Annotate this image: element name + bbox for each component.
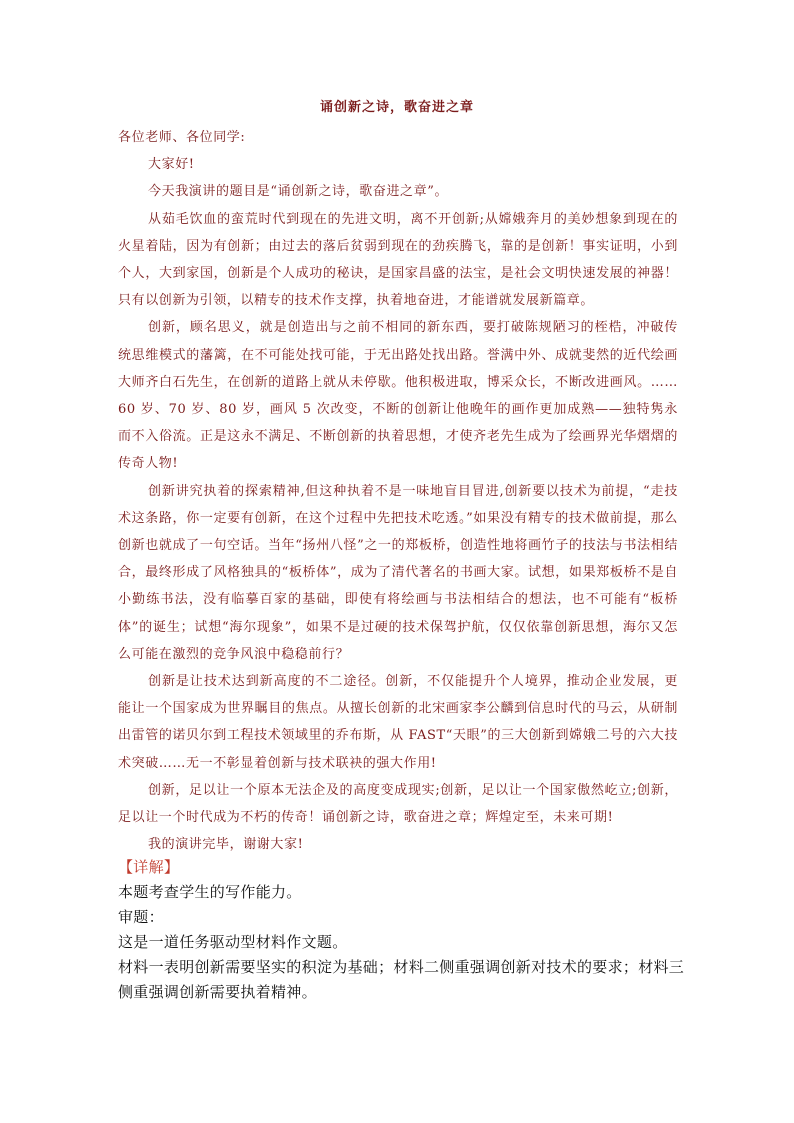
- analysis-line: 材料一表明创新需要坚实的积淀为基础；材料二侧重强调创新对技术的要求；材料三侧重强调创新需要执着精神。: [118, 958, 685, 1001]
- essay-paragraph: 创新是让技术达到新高度的不二途径。创新，不仅能提升个人境界，推动企业发展，更能让一个国家成为世界瞩目的焦点。从擅长创新的北宋画家李公麟到信息时代的马云，从研制出雷管的诺贝尔到工程技术领域里的乔布斯，从 FAST“天眼”的三大创新到嫦娥二号的六大技术突破……无一不彰显着创新与技术联袂的强大作用!: [118, 674, 678, 771]
- essay-paragraph: 创新，足以让一个原本无法企及的高度变成现实;创新，足以让一个国家傲然屹立;创新，足以让一个时代成为不朽的传奇！诵创新之诗，歌奋进之章；辉煌定至，未来可期!: [118, 782, 678, 826]
- essay-paragraph: 大家好!: [148, 157, 195, 173]
- analysis-line: 本题考查学生的写作能力。: [118, 883, 302, 901]
- essay-paragraph: 创新，顾名思义，就是创造出与之前不相同的新东西，要打破陈规陋习的桎梏，冲破传统思维模式的藩篱，在不可能处找可能，于无出路处找出路。誉满中外、成就斐然的近代绘画大师齐白石先生，在创新的道路上就从未停歇。他积极进取，博采众长，不断改进画风。……60 岁、70 岁、80 岁，画风 5 次改变，不断的创新让他晚年的画作更加成熟——独特隽永而不入俗流。正是这永不满足、不断创新的执着思想，才使齐老先生成为了绘画界光华熠熠的传奇人物!: [118, 320, 678, 472]
- analysis-heading: 【详解】: [118, 858, 180, 876]
- analysis-line: 审题：: [118, 908, 164, 926]
- analysis-section: [118, 855, 688, 1005]
- essay-paragraph: 创新讲究执着的探索精神,但这种执着不是一味地盲目冒进,创新要以技术为前提，“走技术这条路，你一定要有创新，在这个过程中先把技术吃透。”如果没有精专的技术做前提，那么创新也就成了一句空话。当年“扬州八怪”之一的郑板桥，创造性地将画竹子的技法与书法相结合，最终形成了风格独具的“板桥体”，成为了清代著名的书画大家。试想，如果郑板桥不是自小勤练书法，没有临摹百家的基础，即使有将绘画与书法相结合的想法，也不可能有“板桥体”的诞生；试想“海尔现象”，如果不是过硬的技术保驾护航，仅仅依靠创新思想，海尔又怎么可能在激烈的竞争风浪中稳稳前行？: [118, 483, 678, 662]
- essay-body: [118, 124, 678, 858]
- salutation: 各位老师、各位同学:: [118, 130, 246, 145]
- analysis-line: 这是一道任务驱动型材料作文题。: [118, 933, 348, 951]
- essay-paragraph: 从茹毛饮血的蛮荒时代到现在的先进文明，离不开创新;从嫦娥奔月的美妙想象到现在的火星着陆，因为有创新；由过去的落后贫弱到现在的劲疾腾飞，靠的是创新！事实证明，小到个人，大到家国，创新是个人成功的秘诀，是国家昌盛的法宝，是社会文明快速发展的神器！只有以创新为引领，以精专的技术作支撑，执着地奋进，才能谱就发展新篇章。: [118, 211, 678, 309]
- essay-title: 诵创新之诗，歌奋进之章: [319, 100, 474, 115]
- essay-paragraph: 我的演讲完毕，谢谢大家!: [148, 837, 304, 853]
- essay-paragraph: 今天我演讲的题目是“诵创新之诗，歌奋进之章”。: [148, 184, 449, 200]
